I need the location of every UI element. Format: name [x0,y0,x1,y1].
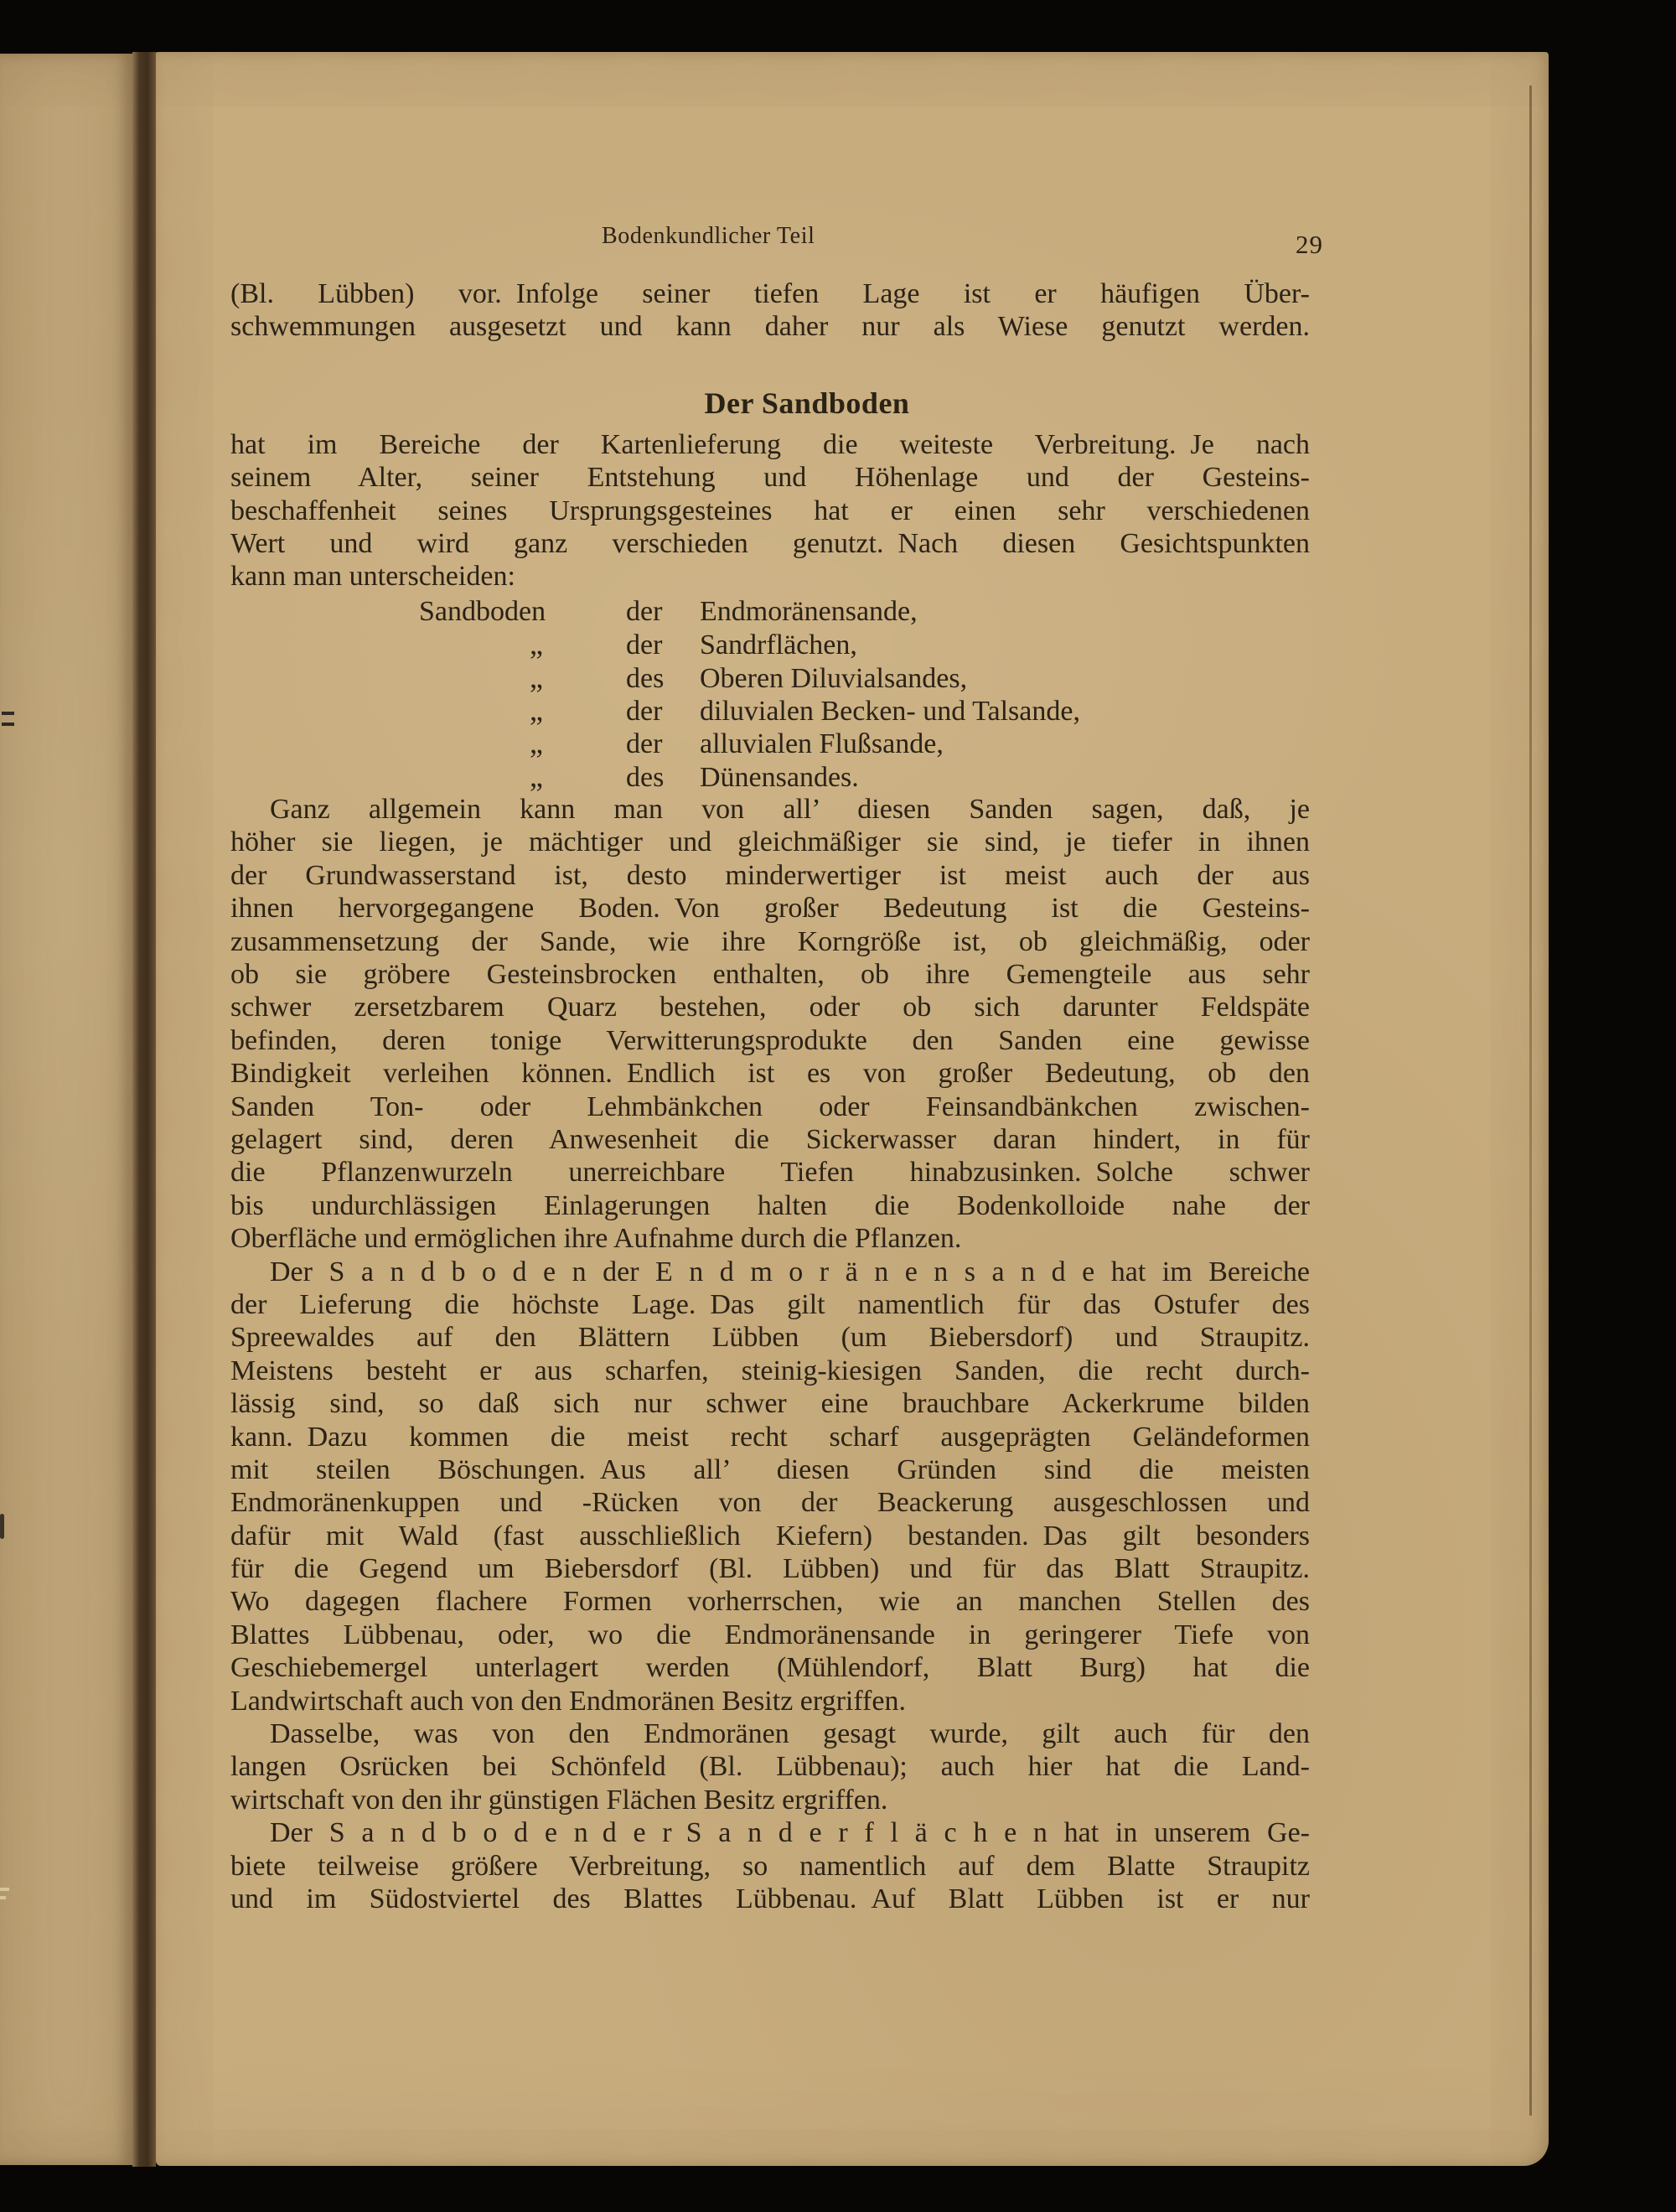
list-row [230,727,1310,759]
ditto-mark [419,727,626,759]
paragraph [230,1717,1310,1816]
text-line: Wert und wird ganz verschieden genutzt. Nach diesen Gesichtspunkten [230,527,1310,559]
paragraph [230,428,1310,593]
list-article: der [626,728,663,760]
list-row [230,595,1310,628]
ditto-mark [419,760,626,793]
text-line: wirtschaft von den ihr günstigen Flächen Besitz ergriffen. [230,1784,888,1816]
ditto-mark [419,694,626,727]
list-article: des [626,662,665,694]
text-line: schwer zersetzbarem Quarz bestehen, oder ob sich darunter Feldspäte [230,992,1310,1023]
text-line: beschaffenheit seines Ursprungsgesteines hat er einen sehr verschiedenen [230,495,1310,526]
paragraph [230,1256,1310,1717]
binding-gutter [132,52,156,2167]
ditto-mark: „ [530,628,543,661]
text-line: die Pflanzenwurzeln unerreichbare Tiefen hinabzusinken. Solche schwer [230,1157,1310,1189]
list-article: der [626,595,663,627]
text-line: hat im Bereiche der Kartenlieferung die weiteste Verbreitung. Je nach [230,428,1310,460]
text-line: lässig sind, so daß sich nur schwer eine brauchbare Ackerkrume bilden [230,1388,1310,1420]
list-item-text: Endmoränensande, [700,595,918,627]
list-row [230,760,1310,793]
list-item-text: Oberen Diluvialsandes, [700,662,968,694]
page-edge [1529,85,1532,2116]
text-line: der Lieferung die höchste Lage. Das gilt namentlich für das Ostufer des [230,1288,1310,1320]
list-lead: Sandboden [419,595,546,627]
text-line: kann man unterscheiden: [230,561,515,593]
text-line: Wo dagegen flachere Formen vorherrschen, wie an manchen Stellen des [230,1586,1310,1618]
paragraph [230,793,1310,1255]
list-row [230,661,1310,694]
text-line: Oberfläche und ermöglichen ihre Aufnahme durch die Pflanzen. [230,1223,962,1255]
text-line: Endmoränenkuppen und -Rücken von der Beackerung ausgeschlossen und [230,1487,1310,1519]
page-header [230,220,1323,259]
text-line: für die Gegend um Biebersdorf (Bl. Lübben) und für das Blatt Straupitz. [230,1553,1310,1585]
text-line: Meistens besteht er aus scharfen, steinig-kiesigen Sanden, die recht durch- [230,1355,1310,1386]
list-article: der [626,695,663,727]
list-item-text: Dünensandes. [700,761,859,793]
scan-artifact [0,1896,6,1899]
list-item-text: diluvialen Becken- und Talsande, [700,695,1080,727]
page [156,52,1549,2166]
running-header: Bodenkundlicher Teil [602,223,815,249]
text-line: bis undurchlässigen Einlagerungen halten die Bodenkolloide nahe der [230,1189,1310,1221]
page-number: 29 [1296,230,1323,259]
ditto-mark [419,661,626,694]
ditto-mark: „ [530,727,543,760]
text-line: höher sie liegen, je mächtiger und gleichmäßiger sie sind, je tiefer in ihnen [230,826,1310,858]
text-line: ob sie gröbere Gesteinsbrocken enthalten, ob ihre Gemengteile aus sehr [230,959,1310,991]
text-line: mit steilen Böschungen. Aus all’ diesen Gründen sind die meisten [230,1453,1310,1485]
text-line: Sanden Ton- oder Lehmbänkchen oder Feinsandbänkchen zwischen- [230,1090,1310,1122]
paragraph [230,277,1310,344]
list-item-text: Sandrflächen, [700,629,857,661]
text-column [230,220,1323,1915]
list-row [230,694,1310,727]
scan-artifact [2,712,14,715]
text-line: befinden, deren tonige Verwitterungsprodukte den Sanden eine gewisse [230,1024,1310,1056]
text-line: Landwirtschaft auch von den Endmoränen Besitz ergriffen. [230,1685,906,1717]
ditto-mark: „ [530,660,543,694]
text-line: Der S a n d b o d e n der E n d m o r ä n e n s a n d e hat im Bereiche [270,1256,1310,1287]
text-line: gelagert sind, deren Anwesenheit die Sickerwasser daran hindert, in für [230,1123,1310,1155]
list-article: der [626,629,663,661]
text-line: (Bl. Lübben) vor. Infolge seiner tiefen Lage ist er häufigen Über- [230,278,1310,309]
text-line: Dasselbe, was von den Endmoränen gesagt wurde, gilt auch für den [270,1718,1310,1750]
text-line: biete teilweise größere Verbreitung, so namentlich auf dem Blatte Straupitz [230,1850,1310,1882]
text-line: Blattes Lübbenau, oder, wo die Endmoränensande in geringerer Tiefe von [230,1619,1310,1650]
paragraph [230,1816,1310,1915]
text-line: zusammensetzung der Sande, wie ihre Korngröße ist, ob gleichmäßig, oder [230,925,1310,957]
text-line: ihnen hervorgegangene Boden. Von großer Bedeutung ist die Gesteins- [230,893,1310,925]
text-line: kann. Dazu kommen die meist recht scharf ausgeprägten Geländeformen [230,1421,1310,1453]
soil-type-list [230,595,1310,793]
ditto-mark: „ [530,693,543,727]
text-line: schwemmungen ausgesetzt und kann daher nur als Wiese genutzt werden. [230,311,1310,343]
text-line: Ganz allgemein kann man von all’ diesen Sanden sagen, daß, je [270,794,1310,826]
text-line: dafür mit Wald (fast ausschließlich Kiefern) bestanden. Das gilt besonders [230,1520,1310,1552]
text-line: und im Südostviertel des Blattes Lübbenau. Auf Blatt Lübben ist er nur [230,1883,1310,1914]
text-line: Der S a n d b o d e n d e r S a n d e r f l ä c h e n hat in unserem Ge- [270,1817,1310,1849]
text-line: Bindigkeit verleihen können. Endlich ist es von großer Bedeutung, ob den [230,1058,1310,1090]
list-item-text: alluvialen Flußsande, [700,728,944,760]
scan-artifact [0,1514,4,1539]
adjacent-page-edge [0,54,132,2165]
list-row [230,628,1310,660]
text-line: langen Osrücken bei Schönfeld (Bl. Lübbenau); auch hier hat die Land- [230,1751,1310,1783]
scan-artifact [0,1888,9,1891]
text-line: Spreewaldes auf den Blättern Lübben (um Biebersdorf) und Straupitz. [230,1322,1310,1354]
text-line: Geschiebemergel unterlagert werden (Mühlendorf, Blatt Burg) hat die [230,1652,1310,1684]
text-line: seinem Alter, seiner Entstehung und Höhenlage und der Gesteins- [230,462,1310,494]
ditto-mark [419,628,626,660]
text-line: der Grundwasserstand ist, desto minderwertiger ist meist auch der aus [230,859,1310,891]
ditto-mark: „ [530,759,543,793]
list-article: des [626,761,665,793]
scan-artifact [2,723,14,726]
section-heading: Der Sandboden [704,386,910,420]
